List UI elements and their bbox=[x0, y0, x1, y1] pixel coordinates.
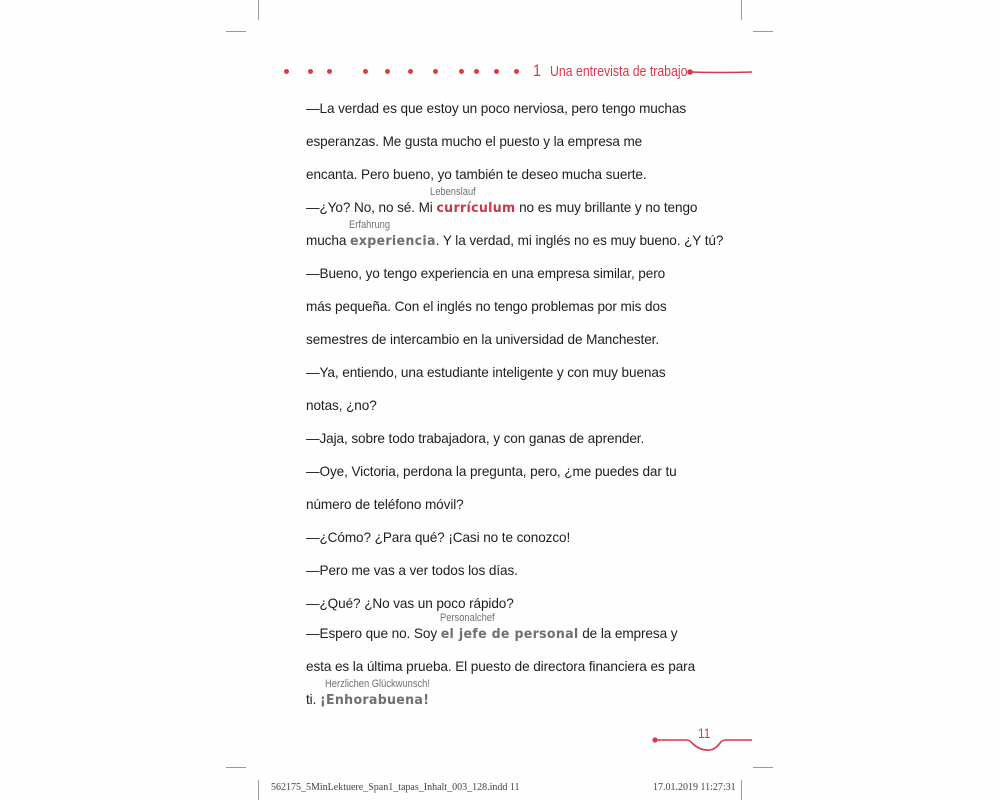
print-slug-filename: 562175_5MinLektuere_Span1_tapas_Inhalt_003_128.indd 11 bbox=[271, 782, 520, 793]
vocab-word-jefe-de-personal: el jefe de personal bbox=[440, 627, 579, 642]
text-line: —Espero que no. Soy el jefe de personal de la empresa y bbox=[306, 625, 678, 642]
text-line: —¿Cómo? ¿Para qué? ¡Casi no te conozco! bbox=[306, 529, 571, 545]
chapter-title: Una entrevista de trabajo bbox=[550, 63, 688, 80]
text-line: —Pero me vas a ver todos los días. bbox=[306, 562, 518, 578]
text-line: mucha experiencia. Y la verdad, mi inglés no es muy bueno. ¿Y tú? bbox=[306, 232, 724, 249]
text-line: —Jaja, sobre todo trabajadora, y con ganas de aprender. bbox=[306, 430, 645, 446]
text-line: encanta. Pero bueno, yo también te deseo mucha suerte. bbox=[306, 166, 647, 182]
text-line: notas, ¿no? bbox=[306, 397, 377, 413]
vocab-gloss-enhorabuena: Herzlichen Glückwunsch! bbox=[325, 678, 430, 690]
text-line: esta es la última prueba. El puesto de directora financiera es para bbox=[306, 658, 696, 674]
vocab-word-curriculum: currículum bbox=[436, 201, 516, 216]
text-line: semestres de intercambio en la universidad de Manchester. bbox=[306, 331, 660, 347]
text-line: —Oye, Victoria, perdona la pregunta, pero, ¿me puedes dar tu bbox=[306, 463, 677, 479]
vocab-gloss-experiencia: Erfahrung bbox=[349, 219, 391, 231]
vocab-gloss-jefe-de-personal: Personalchef bbox=[440, 612, 495, 624]
text-line: —Ya, entiendo, una estudiante inteligente y con muy buenas bbox=[306, 364, 666, 380]
vocab-word-experiencia: experiencia bbox=[349, 234, 436, 249]
text-line: ti. ¡Enhorabuena! bbox=[306, 691, 430, 708]
text-line: —La verdad es que estoy un poco nerviosa, pero tengo muchas bbox=[306, 100, 687, 116]
vocab-word-enhorabuena: ¡Enhorabuena! bbox=[319, 693, 430, 708]
text-line: —¿Qué? ¿No vas un poco rápido? bbox=[306, 595, 514, 611]
chapter-number: 1 bbox=[533, 61, 541, 80]
vocab-gloss-curriculum: Lebenslauf bbox=[430, 186, 476, 198]
text-line: —Bueno, yo tengo experiencia en una empresa similar, pero bbox=[306, 265, 666, 281]
text-line: más pequeña. Con el inglés no tengo problemas por mis dos bbox=[306, 298, 667, 314]
page-number: 11 bbox=[698, 725, 711, 741]
text-line: esperanzas. Me gusta mucho el puesto y la empresa me bbox=[306, 133, 643, 149]
text-line: número de teléfono móvil? bbox=[306, 496, 464, 512]
text-line: —¿Yo? No, no sé. Mi currículum no es muy brillante y no tengo bbox=[306, 199, 698, 216]
print-slug-datetime: 17.01.2019 11:27:31 bbox=[653, 782, 736, 793]
